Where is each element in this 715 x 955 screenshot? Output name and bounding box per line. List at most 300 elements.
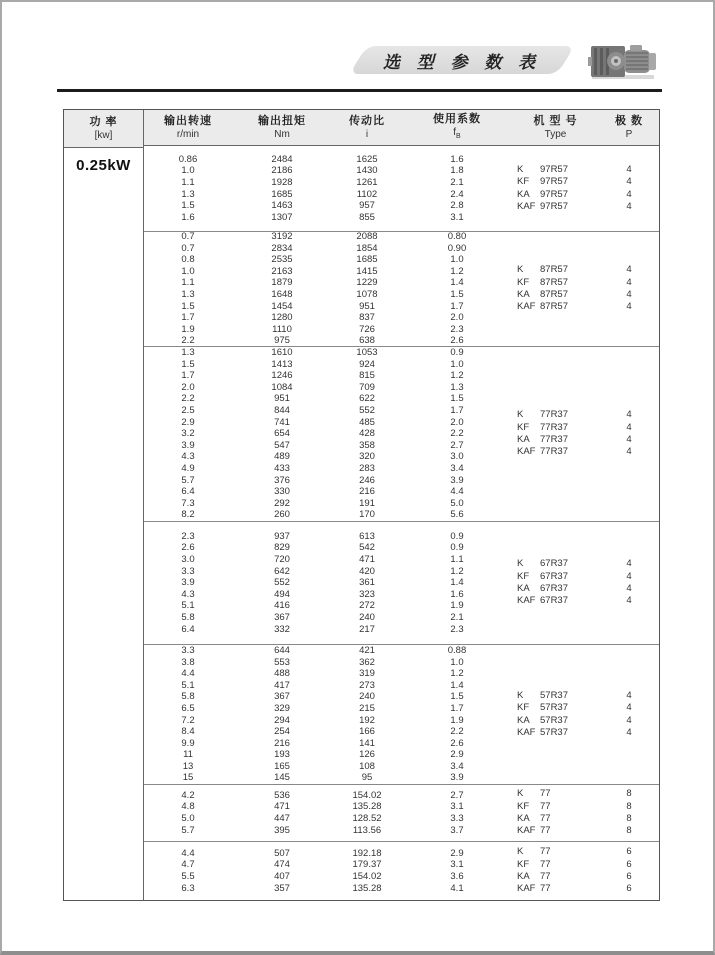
output-speed-column (144, 842, 232, 900)
transmission-ratio-value: 126 (359, 749, 375, 761)
poles-value: 4 (626, 176, 632, 188)
model-type-value (517, 189, 568, 201)
output-torque-value: 1928 (271, 176, 293, 188)
output-speed-value: 6.4 (181, 623, 195, 635)
output-torque-value: 1879 (271, 277, 293, 289)
output-torque-value: 165 (274, 760, 290, 772)
service-factor-value: 2.9 (450, 847, 464, 859)
transmission-ratio-value: 108 (359, 760, 375, 772)
model-prefix: KF (517, 800, 530, 812)
output-torque-value: 489 (274, 451, 290, 463)
transmission-ratio-value: 246 (359, 474, 375, 486)
ratio-unit: i (365, 129, 369, 140)
poles-value: 4 (626, 200, 632, 212)
model-type-column (512, 785, 599, 841)
model-number: 77R37 (540, 446, 568, 458)
poles-column (599, 232, 659, 346)
output-speed-value: 3.3 (181, 644, 195, 656)
power-unit: [kw] (94, 130, 113, 141)
model-prefix: KF (517, 176, 530, 188)
output-torque-value: 145 (274, 772, 290, 784)
service-factor-value: 1.2 (450, 668, 464, 680)
table-body (144, 146, 659, 900)
output-torque-value: 536 (274, 789, 290, 801)
service-factor-value: 1.4 (450, 277, 464, 289)
poles-column (599, 522, 659, 644)
transmission-ratio-value: 957 (359, 200, 375, 212)
model-type-value (517, 702, 568, 714)
output-torque-value: 975 (274, 335, 290, 347)
poles-value: 4 (626, 434, 632, 445)
transmission-ratio-value: 272 (359, 600, 375, 612)
model-number: 67R37 (540, 570, 568, 582)
service-factor-value: 2.6 (450, 335, 464, 347)
service-factor-value: 1.0 (450, 254, 464, 266)
output-speed-column (144, 645, 232, 784)
output-speed-value: 2.6 (181, 542, 195, 554)
service-factor-value: 4.1 (450, 882, 464, 894)
output-speed-value: 7.2 (181, 714, 195, 726)
ratio-header-cell (332, 110, 402, 145)
model-number: 77 (540, 858, 551, 870)
transmission-ratio-value: 128.52 (352, 813, 382, 824)
output-torque-value: 367 (274, 691, 290, 703)
transmission-ratio-value: 471 (359, 554, 375, 566)
output-speed-value: 2.9 (181, 416, 195, 428)
output-torque-value: 937 (274, 530, 290, 542)
transmission-ratio-value: 1430 (356, 165, 378, 177)
output-speed-value: 6.4 (181, 486, 195, 498)
model-number: 67R37 (540, 595, 568, 607)
service-factor-value: 1.2 (450, 565, 464, 577)
poles-value: 8 (626, 825, 632, 837)
transmission-ratio-value: 135.28 (352, 801, 382, 813)
output-torque-value: 433 (274, 462, 290, 474)
model-prefix: KA (517, 871, 530, 882)
model-prefix: KF (517, 702, 530, 714)
model-prefix: K (517, 788, 524, 800)
output-speed-value: 1.7 (181, 370, 195, 382)
service-factor-value: 3.6 (450, 871, 464, 882)
service-factor-value: 0.9 (450, 347, 464, 359)
poles-value: 4 (626, 726, 632, 738)
poles-label: 极 数 (614, 115, 644, 127)
transmission-ratio-value: 179.37 (352, 859, 382, 871)
service-factor-value: 0.90 (447, 242, 467, 254)
output-torque-value: 2186 (271, 165, 293, 177)
poles-value: 6 (626, 883, 632, 895)
output-speed-value: 0.7 (181, 231, 195, 243)
output-speed-value: 1.5 (181, 200, 195, 212)
model-number: 77 (540, 825, 551, 837)
service-factor-column (402, 146, 512, 231)
output-torque-value: 507 (274, 847, 290, 859)
model-prefix: KA (517, 813, 530, 824)
poles-value: 4 (626, 163, 632, 175)
service-factor-value: 4.4 (450, 486, 464, 498)
model-number: 87R57 (540, 301, 568, 313)
service-factor-value: 1.1 (450, 554, 464, 566)
transmission-ratio-value: 320 (359, 451, 375, 463)
output-speed-value: 3.9 (181, 577, 195, 589)
factor-unit (453, 126, 460, 143)
transmission-ratio-value: 485 (359, 416, 375, 428)
torque-unit: Nm (274, 129, 290, 140)
service-factor-value: 5.0 (450, 497, 464, 509)
data-columns (144, 110, 659, 900)
output-torque-value: 1454 (271, 300, 293, 312)
transmission-ratio-value: 1685 (356, 254, 378, 266)
service-factor-value: 2.1 (450, 611, 464, 623)
output-torque-value: 260 (274, 509, 290, 521)
output-speed-value: 2.5 (181, 405, 195, 417)
poles-value: 4 (626, 570, 632, 582)
service-factor-value: 3.1 (450, 211, 464, 223)
service-factor-value: 2.4 (450, 188, 464, 200)
service-factor-value: 1.2 (450, 265, 464, 277)
factor-unit-sub: B (456, 133, 461, 140)
poles-value: 4 (626, 188, 632, 200)
transmission-ratio-value: 361 (359, 577, 375, 589)
poles-value: 4 (626, 289, 632, 300)
service-factor-value: 2.2 (450, 726, 464, 738)
transmission-ratio-value: 1053 (356, 347, 378, 359)
transmission-ratio-value: 542 (359, 542, 375, 554)
output-torque-value: 951 (274, 393, 290, 405)
type-label: 机 型 号 (533, 115, 578, 127)
transmission-ratio-value: 1854 (356, 242, 378, 254)
service-factor-value: 3.7 (450, 824, 464, 836)
poles-value: 4 (626, 446, 632, 458)
model-type-column (512, 645, 599, 784)
transmission-ratio-value: 273 (359, 679, 375, 691)
model-prefix: KA (517, 583, 530, 594)
model-prefix: KAF (517, 446, 536, 458)
output-torque-value: 1413 (271, 358, 293, 370)
transmission-ratio-value: 709 (359, 381, 375, 393)
power-value: 0.25kW (76, 157, 131, 174)
output-speed-value: 3.9 (181, 439, 195, 451)
output-torque-value: 553 (274, 656, 290, 668)
model-number: 87R57 (540, 264, 568, 276)
output-speed-column (144, 232, 232, 346)
output-torque-value: 1685 (271, 188, 293, 200)
output-speed-value: 5.5 (181, 871, 195, 882)
poles-column (599, 842, 659, 900)
transmission-ratio-value: 358 (359, 439, 375, 451)
transmission-ratio-value: 154.02 (352, 871, 382, 882)
service-factor-value: 1.8 (450, 165, 464, 177)
output-speed-value: 1.1 (181, 176, 195, 188)
model-type-column (512, 842, 599, 900)
transmission-ratio-value: 1261 (356, 176, 378, 188)
output-torque-value: 1648 (271, 289, 293, 300)
poles-value: 6 (626, 858, 632, 870)
service-factor-column (402, 347, 512, 521)
output-speed-value: 1.0 (181, 265, 195, 277)
model-prefix: KF (517, 570, 530, 582)
output-torque-value: 329 (274, 702, 290, 714)
model-prefix: K (517, 264, 524, 276)
output-torque-value: 471 (274, 801, 290, 813)
service-factor-value: 3.1 (450, 859, 464, 871)
output-torque-value: 844 (274, 405, 290, 417)
speed-header-cell (144, 110, 232, 145)
model-type-value (517, 825, 551, 837)
model-number: 57R37 (540, 726, 568, 738)
service-factor-value: 2.9 (450, 749, 464, 761)
poles-column (599, 146, 659, 231)
output-torque-value: 2163 (271, 265, 293, 277)
model-prefix: KA (517, 188, 530, 200)
gear-ratio-block (144, 231, 659, 346)
output-torque-value: 1307 (271, 211, 293, 223)
output-speed-value: 5.7 (181, 824, 195, 836)
transmission-ratio-value: 421 (359, 644, 375, 656)
poles-column (599, 785, 659, 841)
output-torque-value: 494 (274, 588, 290, 600)
model-prefix: KF (517, 858, 530, 870)
model-type-column (512, 347, 599, 521)
service-factor-column (402, 785, 512, 841)
model-type-value (517, 176, 568, 188)
output-speed-value: 4.7 (181, 859, 195, 871)
output-speed-value: 2.2 (181, 335, 195, 347)
output-torque-column (232, 842, 332, 900)
model-prefix: KAF (517, 726, 536, 738)
poles-value: 4 (626, 421, 632, 433)
output-torque-value: 292 (274, 497, 290, 509)
model-number: 87R57 (540, 276, 568, 288)
output-torque-value: 552 (274, 577, 290, 589)
transmission-ratio-value: 283 (359, 462, 375, 474)
transmission-ratio-column (332, 522, 402, 644)
transmission-ratio-value: 428 (359, 428, 375, 440)
transmission-ratio-value: 192 (359, 714, 375, 726)
table-header-row (144, 110, 659, 146)
output-speed-value: 0.86 (178, 153, 198, 165)
transmission-ratio-value: 855 (359, 211, 375, 223)
model-type-column (512, 522, 599, 644)
transmission-ratio-value: 924 (359, 358, 375, 370)
model-type-value (517, 715, 568, 727)
model-number: 57R37 (540, 702, 568, 714)
output-torque-column (232, 645, 332, 784)
model-number: 97R57 (540, 163, 568, 175)
transmission-ratio-column (332, 785, 402, 841)
model-type-value (517, 801, 551, 813)
transmission-ratio-value: 319 (359, 668, 375, 680)
output-speed-value: 3.3 (181, 565, 195, 577)
output-torque-value: 829 (274, 542, 290, 554)
output-torque-value: 416 (274, 600, 290, 612)
service-factor-value: 5.6 (450, 509, 464, 521)
model-number: 77R37 (540, 434, 568, 445)
poles-value: 4 (626, 301, 632, 313)
output-speed-value: 3.8 (181, 656, 195, 668)
model-number: 57R37 (540, 689, 568, 701)
poles-value: 4 (626, 276, 632, 288)
output-speed-value: 4.4 (181, 668, 195, 680)
model-number: 97R57 (540, 176, 568, 188)
service-factor-value: 2.7 (450, 789, 464, 801)
model-prefix: KA (517, 434, 530, 445)
output-speed-value: 5.0 (181, 813, 195, 824)
transmission-ratio-value: 815 (359, 370, 375, 382)
transmission-ratio-column (332, 347, 402, 521)
output-speed-value: 3.2 (181, 428, 195, 440)
output-speed-value: 5.8 (181, 691, 195, 703)
transmission-ratio-value: 2088 (356, 231, 378, 243)
transmission-ratio-value: 154.02 (352, 789, 382, 801)
service-factor-value: 0.88 (447, 644, 467, 656)
output-torque-value: 376 (274, 474, 290, 486)
service-factor-value: 3.9 (450, 772, 464, 784)
service-factor-value: 1.5 (450, 289, 464, 300)
poles-unit: P (625, 129, 633, 140)
poles-value: 4 (626, 264, 632, 276)
poles-column (599, 347, 659, 521)
gear-ratio-block (144, 841, 659, 900)
output-torque-value: 395 (274, 824, 290, 836)
model-prefix: K (517, 409, 524, 421)
service-factor-value: 3.4 (450, 760, 464, 772)
transmission-ratio-value: 141 (359, 737, 375, 749)
service-factor-value: 2.7 (450, 439, 464, 451)
model-number: 97R57 (540, 200, 568, 212)
model-type-value (517, 727, 568, 739)
service-factor-value: 0.9 (450, 542, 464, 554)
model-number: 67R37 (540, 583, 568, 594)
output-torque-value: 1110 (272, 323, 292, 335)
service-factor-value: 1.7 (450, 405, 464, 417)
output-torque-value: 1463 (271, 200, 293, 212)
model-type-value (517, 409, 568, 421)
service-factor-value: 1.9 (450, 714, 464, 726)
service-factor-value: 2.3 (450, 623, 464, 635)
service-factor-value: 2.3 (450, 323, 464, 335)
output-torque-value: 644 (274, 644, 290, 656)
model-type-value (517, 164, 568, 176)
gear-ratio-block (144, 784, 659, 841)
transmission-ratio-value: 170 (359, 509, 375, 521)
output-torque-value: 2834 (271, 242, 293, 254)
output-speed-value: 0.8 (181, 254, 195, 266)
transmission-ratio-value: 217 (359, 623, 375, 635)
transmission-ratio-value: 1102 (356, 188, 378, 200)
gear-ratio-block (144, 644, 659, 784)
output-torque-value: 294 (274, 714, 290, 726)
poles-value: 8 (626, 800, 632, 812)
model-prefix: KAF (517, 825, 536, 837)
poles-value: 4 (626, 714, 632, 726)
transmission-ratio-value: 951 (359, 300, 375, 312)
model-type-value (517, 289, 568, 301)
service-factor-value: 0.9 (450, 530, 464, 542)
transmission-ratio-value: 240 (359, 611, 375, 623)
service-factor-value: 1.4 (450, 577, 464, 589)
service-factor-value: 3.3 (450, 813, 464, 824)
output-torque-value: 2535 (271, 254, 293, 266)
model-type-value (517, 422, 568, 434)
transmission-ratio-value: 135.28 (352, 882, 382, 894)
factor-header-cell (402, 110, 512, 145)
model-type-value (517, 813, 551, 825)
output-torque-value: 254 (274, 726, 290, 738)
output-speed-value: 5.7 (181, 474, 195, 486)
torque-label: 输出扭矩 (258, 115, 306, 127)
type-unit: Type (544, 129, 567, 140)
service-factor-value: 1.6 (450, 588, 464, 600)
model-number: 67R37 (540, 558, 568, 570)
output-speed-column (144, 785, 232, 841)
transmission-ratio-column (332, 842, 402, 900)
output-speed-value: 2.2 (181, 393, 195, 405)
service-factor-value: 3.0 (450, 451, 464, 463)
speed-label: 输出转速 (164, 115, 212, 127)
output-torque-value: 417 (274, 679, 290, 691)
service-factor-value: 1.5 (450, 691, 464, 703)
transmission-ratio-value: 613 (359, 530, 375, 542)
output-speed-value: 11 (183, 749, 193, 761)
poles-value: 4 (626, 583, 632, 594)
transmission-ratio-column (332, 645, 402, 784)
type-header-cell (512, 110, 599, 145)
model-prefix: KF (517, 276, 530, 288)
power-header-cell (64, 110, 143, 148)
output-speed-value: 4.8 (181, 801, 195, 813)
output-speed-value: 6.3 (181, 882, 195, 894)
output-torque-value: 474 (274, 859, 290, 871)
output-speed-value: 5.1 (181, 600, 195, 612)
output-speed-value: 1.6 (181, 211, 195, 223)
power-column (64, 110, 144, 900)
output-torque-value: 1610 (271, 347, 293, 359)
output-torque-value: 367 (274, 611, 290, 623)
model-prefix: KAF (517, 200, 536, 212)
output-torque-value: 332 (274, 623, 290, 635)
transmission-ratio-value: 166 (359, 726, 375, 738)
transmission-ratio-value: 1415 (356, 265, 378, 277)
model-type-value (517, 558, 568, 570)
output-speed-value: 5.8 (181, 611, 195, 623)
model-type-value (517, 859, 551, 871)
model-type-value (517, 583, 568, 595)
output-speed-value: 4.2 (181, 789, 195, 801)
transmission-ratio-value: 191 (359, 497, 375, 509)
model-prefix: KAF (517, 595, 536, 607)
gearbox-photo-icon (586, 39, 662, 85)
output-speed-value: 1.7 (181, 312, 195, 324)
model-number: 97R57 (540, 188, 568, 200)
output-speed-value: 1.3 (181, 347, 195, 359)
service-factor-column (402, 645, 512, 784)
power-label: 功 率 (89, 116, 118, 128)
service-factor-value: 1.0 (450, 656, 464, 668)
model-type-value (517, 788, 551, 800)
output-speed-column (144, 522, 232, 644)
transmission-ratio-column (332, 232, 402, 346)
service-factor-value: 3.1 (450, 801, 464, 813)
model-prefix: KA (517, 289, 530, 300)
service-factor-value: 2.2 (450, 428, 464, 440)
service-factor-value: 1.4 (450, 679, 464, 691)
model-type-value (517, 690, 568, 702)
page-title: 选 型 参 数 表 (383, 52, 541, 72)
output-torque-column (232, 146, 332, 231)
transmission-ratio-value: 240 (359, 691, 375, 703)
transmission-ratio-value: 362 (359, 656, 375, 668)
